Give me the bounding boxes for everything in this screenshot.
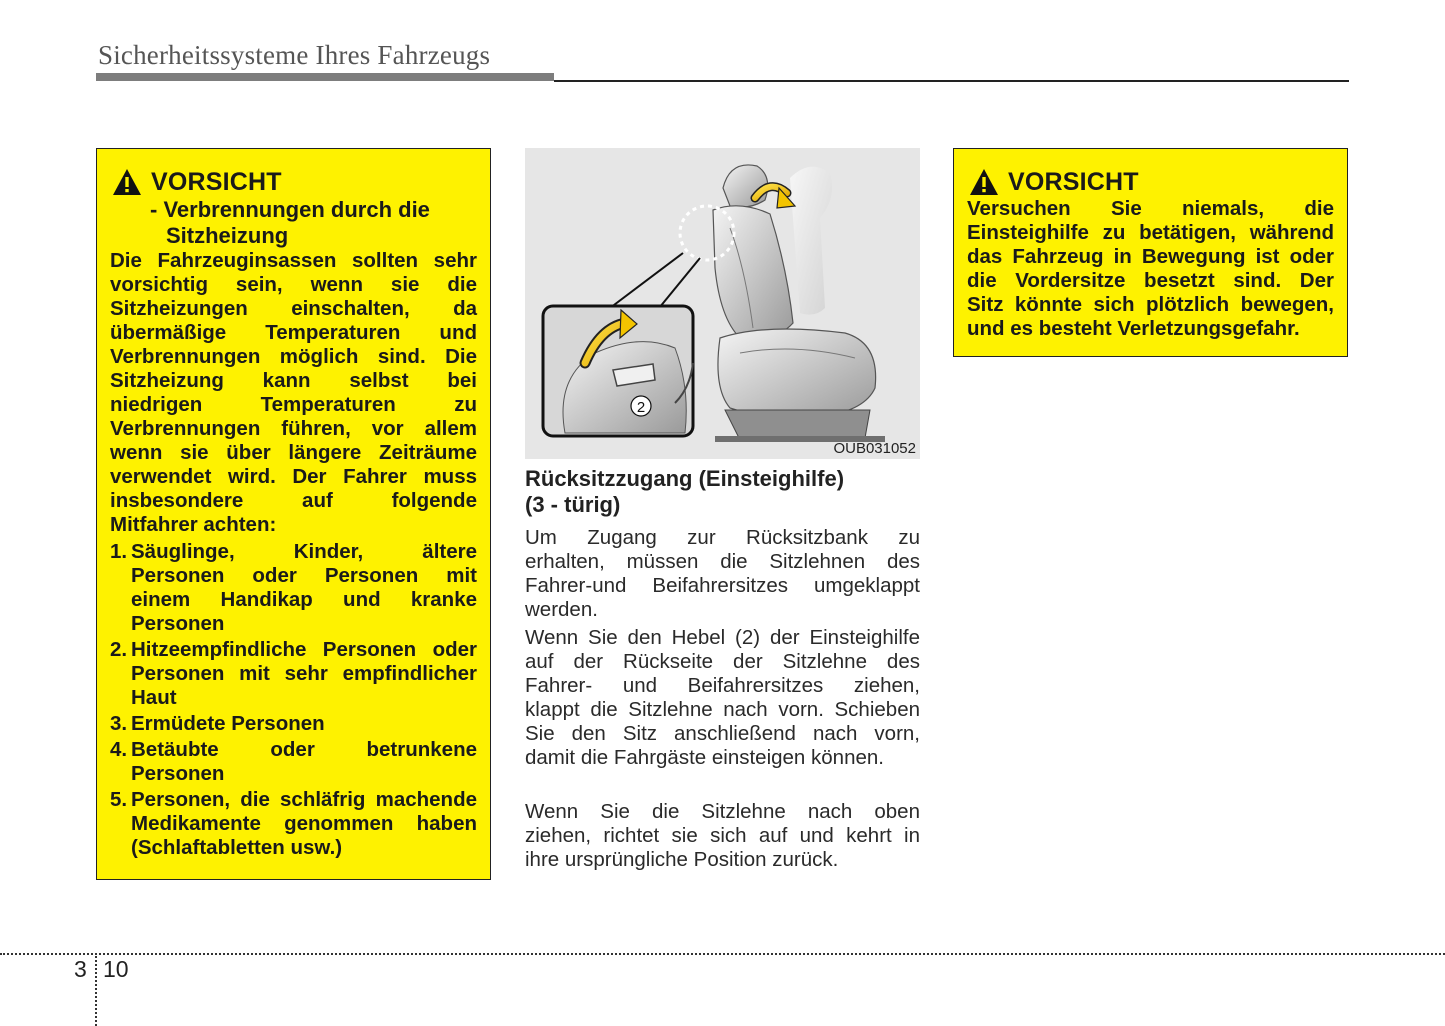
caution-body: [967, 197, 1334, 341]
paragraph-line: damit die Fahrgäste einsteigen können.: [525, 746, 884, 769]
caution-title: VORSICHT: [1008, 168, 1139, 196]
caution-body-line: die Vordersitze besetzt sind. Der: [967, 269, 1334, 292]
paragraph-line: Sie den Sitz anschließend nach vorn,: [525, 722, 920, 745]
paragraph: [525, 800, 920, 872]
footer-dotted-rule: [0, 953, 1445, 955]
paragraph-line: ziehen, richtet sie sich auf und kehrt in: [525, 824, 920, 847]
list-item-number: 3.: [110, 712, 128, 735]
caution-body-line: Sitzheizung kann selbst bei: [110, 369, 477, 392]
caution-title: VORSICHT: [151, 168, 282, 196]
list-item-number: 1.: [110, 540, 128, 563]
list-item-number: 4.: [110, 738, 128, 761]
caution-subtitle-line: - Verbrennungen durch die: [150, 197, 430, 222]
page-number: 10: [103, 956, 129, 982]
caution-body-line: wenn sie über längere Zeiträume: [110, 441, 477, 464]
warning-triangle-icon: [969, 168, 999, 196]
list-item-line: einem Handikap und kranke: [131, 588, 477, 611]
paragraph-line: klappt die Sitzlehne nach vorn. Schieben: [525, 698, 920, 721]
list-item: [110, 738, 477, 786]
seat-illustration: [525, 148, 920, 459]
paragraph-line: Um Zugang zur Rücksitzbank zu: [525, 526, 920, 549]
list-item-number: 5.: [110, 788, 128, 811]
paragraph-line: werden.: [525, 598, 598, 621]
list-item-line: Personen, die schläfrig machende: [131, 788, 477, 811]
list-item: [110, 712, 477, 736]
page-header-title: Sicherheitssysteme Ihres Fahrzeugs: [98, 40, 491, 70]
chapter-number: 3: [74, 956, 87, 982]
caution-body-line: Einsteighilfe zu betätigen, während: [967, 221, 1334, 244]
caution-body-line: Sitzheizungen einschalten, da: [110, 297, 477, 320]
caution-body-line: das Fahrzeug in Bewegung ist oder: [967, 245, 1334, 268]
footer-dotted-divider: [95, 953, 97, 1026]
list-item-line: Personen: [131, 762, 225, 785]
list-item-line: Medikamente genommen haben: [131, 812, 477, 835]
callout-number: 2: [636, 399, 646, 416]
section-heading: [525, 466, 920, 518]
caution-subtitle-line: Sitzheizung: [166, 223, 289, 248]
header-rule-thick: [96, 73, 554, 81]
caution-body-line: niedrigen Temperaturen zu: [110, 393, 477, 416]
list-item: [110, 788, 477, 860]
caution-body-line: und es besteht Verletzungsgefahr.: [967, 317, 1300, 340]
caution-box-seat-heating: [96, 148, 491, 880]
paragraph-line: erhalten, müssen die Sitzlehnen des: [525, 550, 920, 573]
caution-body-line: Sitz könnte sich plötzlich bewegen,: [967, 293, 1334, 316]
list-item: [110, 638, 477, 710]
caution-body-line: Verbrennungen möglich sind. Die: [110, 345, 477, 368]
caution-body-line: verwendet wird. Der Fahrer muss: [110, 465, 477, 488]
caution-header: [110, 167, 477, 197]
caution-header: [967, 167, 1334, 197]
paragraph-line: auf der Rückseite der Sitzlehne des: [525, 650, 920, 673]
caution-list: [110, 540, 477, 860]
section-heading-line: Rücksitzzugang (Einsteighilfe): [525, 466, 845, 491]
list-item-line: Hitzeempfindliche Personen oder: [131, 638, 477, 661]
list-item-line: Ermüdete Personen: [131, 712, 325, 735]
list-item-line: Säuglinge, Kinder, ältere: [131, 540, 477, 563]
paragraph: [525, 626, 920, 770]
caution-body-line: Mitfahrer achten:: [110, 513, 277, 536]
paragraph-line: Fahrer-und Beifahrersitzes umgeklappt: [525, 574, 920, 597]
warning-triangle-icon: [112, 168, 142, 196]
caution-body-line: übermäßige Temperaturen und: [110, 321, 477, 344]
paragraph-line: Wenn Sie den Hebel (2) der Einsteighilfe: [525, 626, 920, 649]
rear-seat-access-section: [525, 466, 920, 872]
list-item-line: Betäubte oder betrunkene: [131, 738, 477, 761]
caution-body-line: Versuchen Sie niemals, die: [967, 197, 1334, 220]
caution-box-entry-aid: [953, 148, 1348, 357]
paragraph-line: Wenn Sie die Sitzlehne nach oben: [525, 800, 920, 823]
list-item-line: Haut: [131, 686, 177, 709]
list-item-number: 2.: [110, 638, 128, 661]
list-item-line: Personen mit sehr empfindlicher: [131, 662, 477, 685]
paragraph-line: Fahrer- und Beifahrersitzes ziehen,: [525, 674, 920, 697]
paragraph-line: ihre ursprüngliche Position zurück.: [525, 848, 839, 871]
caution-body-line: vorsichtig sein, wenn sie die: [110, 273, 477, 296]
caution-subtitle: [150, 197, 477, 249]
list-item: [110, 540, 477, 636]
list-item-line: Personen: [131, 612, 225, 635]
seat-drawing: [525, 148, 920, 459]
list-item-line: (Schlaftabletten usw.): [131, 836, 343, 859]
paragraph: [525, 526, 920, 622]
figure-code: OUB031052: [833, 440, 916, 457]
caution-body: [110, 249, 477, 537]
caution-body-line: Verbrennungen führen, vor allem: [110, 417, 477, 440]
caution-body-line: Die Fahrzeuginsassen sollten sehr: [110, 249, 477, 272]
header-rule-thin: [554, 80, 1349, 82]
caution-body-line: insbesondere auf folgende: [110, 489, 477, 512]
list-item-line: Personen oder Personen mit: [131, 564, 477, 587]
section-heading-line: (3 - türig): [525, 492, 621, 517]
